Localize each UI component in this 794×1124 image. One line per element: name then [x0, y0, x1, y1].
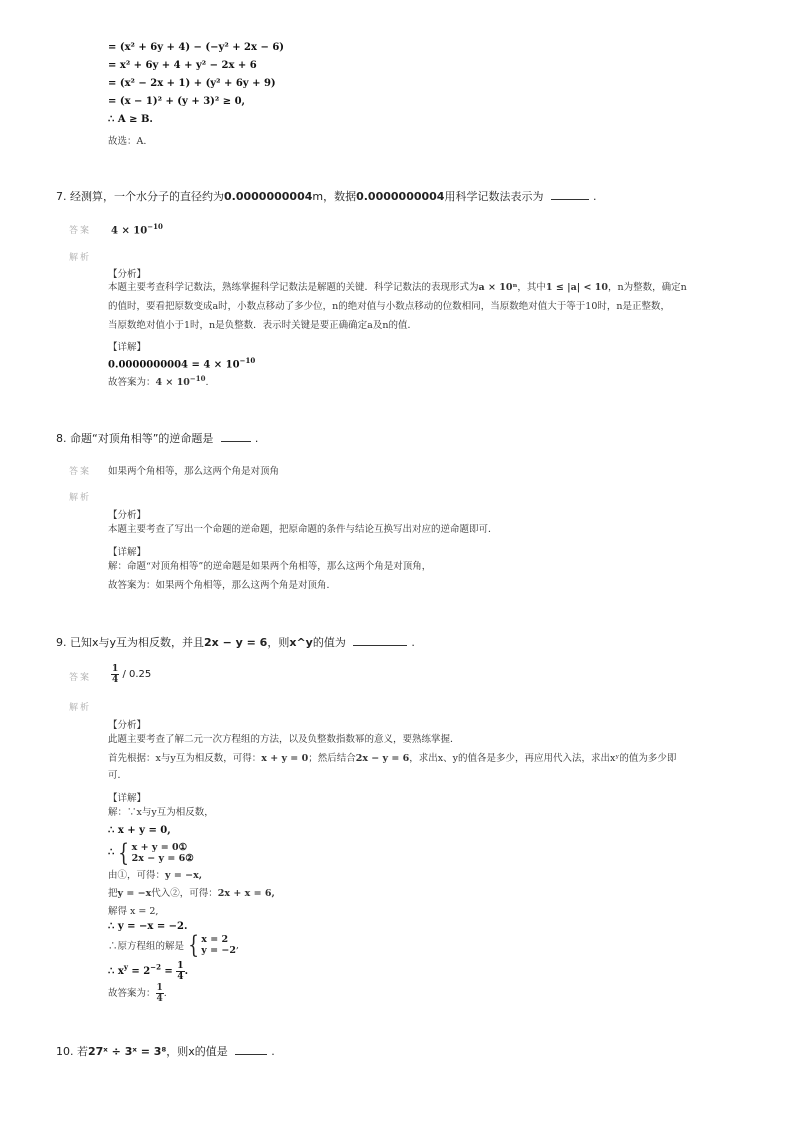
q9-detail-10: 故答案为： $\frac{1}{4}$ . — [108, 983, 167, 1004]
q9-detail-8: ∴原方程组的解是 { x = 2 y = −2 , — [108, 931, 239, 959]
q8-title-text: 8. 命题“对顶角相等”的逆命题是 — [56, 432, 214, 445]
q7-title-mid: m，数据 — [312, 190, 357, 203]
q7-fenxi-line-2: 的值时，要看把原数变成a时，小数点移动了多少位，n的绝对值与小数点移动的位数相同，当原数绝对值大于等于10时，n是正整数， — [108, 301, 670, 312]
fenxi-header: 【分析】 — [108, 269, 147, 280]
q9-answer-fraction: $\frac{1}{4}$ — [112, 664, 119, 685]
q7-detail-1: $0.0000000004 = 4 \times 10^{-10}$ — [108, 356, 256, 371]
answer-blank — [235, 1044, 267, 1055]
analysis-label: 解析 — [69, 703, 92, 713]
q9-detail-2: ∴ x + y = 0, — [108, 825, 171, 836]
q9-detail-system: ∴ { x + y = 0① 2x − y = 6② — [108, 838, 194, 867]
q7-number-2: 0.0000000004 — [356, 190, 445, 203]
q7-title-pre: 7. 经测算，一个水分子的直径约为 — [56, 190, 224, 203]
answer-label: 答案 — [69, 467, 92, 477]
q8-fenxi: 本题主要考查了写出一个命题的逆命题，把原命题的条件与结论互换写出对应的逆命题即可． — [108, 524, 498, 535]
fenxi-header: 【分析】 — [108, 720, 147, 731]
q9-fenxi-1: 此题主要考查了解二元一次方程组的方法，以及负整数指数幂的意义，要熟练掌握． — [108, 734, 460, 745]
q8-title-end: . — [254, 432, 259, 445]
q9-fenxi-2: 首先根据：x与y互为相反数，可得：x + y = 0；然后结合2x − y = 6，求出x、y的值各是多少，再应用代入法，求出xʸ的值为多少即 — [108, 753, 677, 764]
answer-blank — [221, 431, 251, 442]
q7-fenxi-line-1: 本题主要考查科学记数法，熟练掌握科学记数法是解题的关键．科学记数法的表现形式为a × 10ⁿ，其中1 ≤ |a| < 10，n为整数，确定n — [108, 282, 687, 293]
xiangjie-header: 【详解】 — [108, 793, 147, 804]
top-line-5: ∴ A ≥ B. — [108, 114, 153, 125]
question-9-title: 9. 已知x与y互为相反数，并且2x − y = 6，则x^y的值为 . — [56, 636, 415, 649]
answer-blank — [551, 189, 589, 200]
q9-fenxi-3: 可． — [108, 770, 128, 781]
question-8-title — [56, 430, 258, 446]
xiangjie-header: 【详解】 — [108, 547, 147, 558]
top-line-4: = (x − 1)² + (y + 3)² ≥ 0, — [108, 96, 246, 107]
answer-blank — [353, 635, 407, 646]
answer-label: 答案 — [69, 226, 92, 236]
q9-detail-4: 由①，可得：y = −x, — [108, 870, 203, 881]
question-7-title — [56, 188, 596, 204]
q7-number: 0.0000000004 — [224, 190, 313, 203]
q9-detail-6: 解得 x = 2, — [108, 906, 159, 917]
q7-detail-2: 故答案为：$4 \times 10^{-10}$. — [108, 374, 209, 389]
top-line-3: = (x² − 2x + 1) + (y² + 6y + 9) — [108, 78, 276, 89]
analysis-label: 解析 — [69, 253, 92, 263]
top-line-6: 故选：A. — [108, 136, 147, 147]
q9-detail-9: ∴ $x^y = 2^{-2}$ = $\frac{1}{4}$ . — [108, 961, 189, 982]
top-line-1: = (x² + 6y + 4) − (−y² + 2x − 6) — [108, 42, 285, 53]
q9-detail-5: 把y = −x代入②，可得：2x + x = 6, — [108, 888, 275, 899]
q9-answer: $\frac{1}{4}$ / 0.25 — [112, 664, 152, 685]
q9-detail-1: 解：∵x与y互为相反数， — [108, 807, 214, 818]
q9-detail-7: ∴ y = −x = −2. — [108, 921, 188, 932]
analysis-label: 解析 — [69, 493, 92, 503]
q7-answer: $4 \times 10^{-10}$ — [111, 222, 163, 237]
q7-title-end: . — [592, 190, 597, 203]
question-10-title: 10. 若27ˣ ÷ 3ˣ = 3⁸，则x的值是 . — [56, 1045, 275, 1058]
q8-detail-1: 解：命题“对顶角相等”的逆命题是如果两个角相等，那么这两个角是对顶角， — [108, 561, 432, 572]
fenxi-header: 【分析】 — [108, 510, 147, 521]
top-line-2: = x² + 6y + 4 + y² − 2x + 6 — [108, 60, 257, 71]
q8-detail-2: 故答案为：如果两个角相等，那么这两个角是对顶角． — [108, 580, 337, 591]
q7-fenxi-line-3: 当原数绝对值小于1时，n是负整数．表示时关键是要正确确定a及n的值． — [108, 320, 417, 331]
q8-answer: 如果两个角相等，那么这两个角是对顶角 — [108, 466, 280, 477]
xiangjie-header: 【详解】 — [108, 342, 147, 353]
q7-title-post: 用科学记数法表示为 — [444, 190, 544, 203]
answer-label: 答案 — [69, 673, 92, 683]
